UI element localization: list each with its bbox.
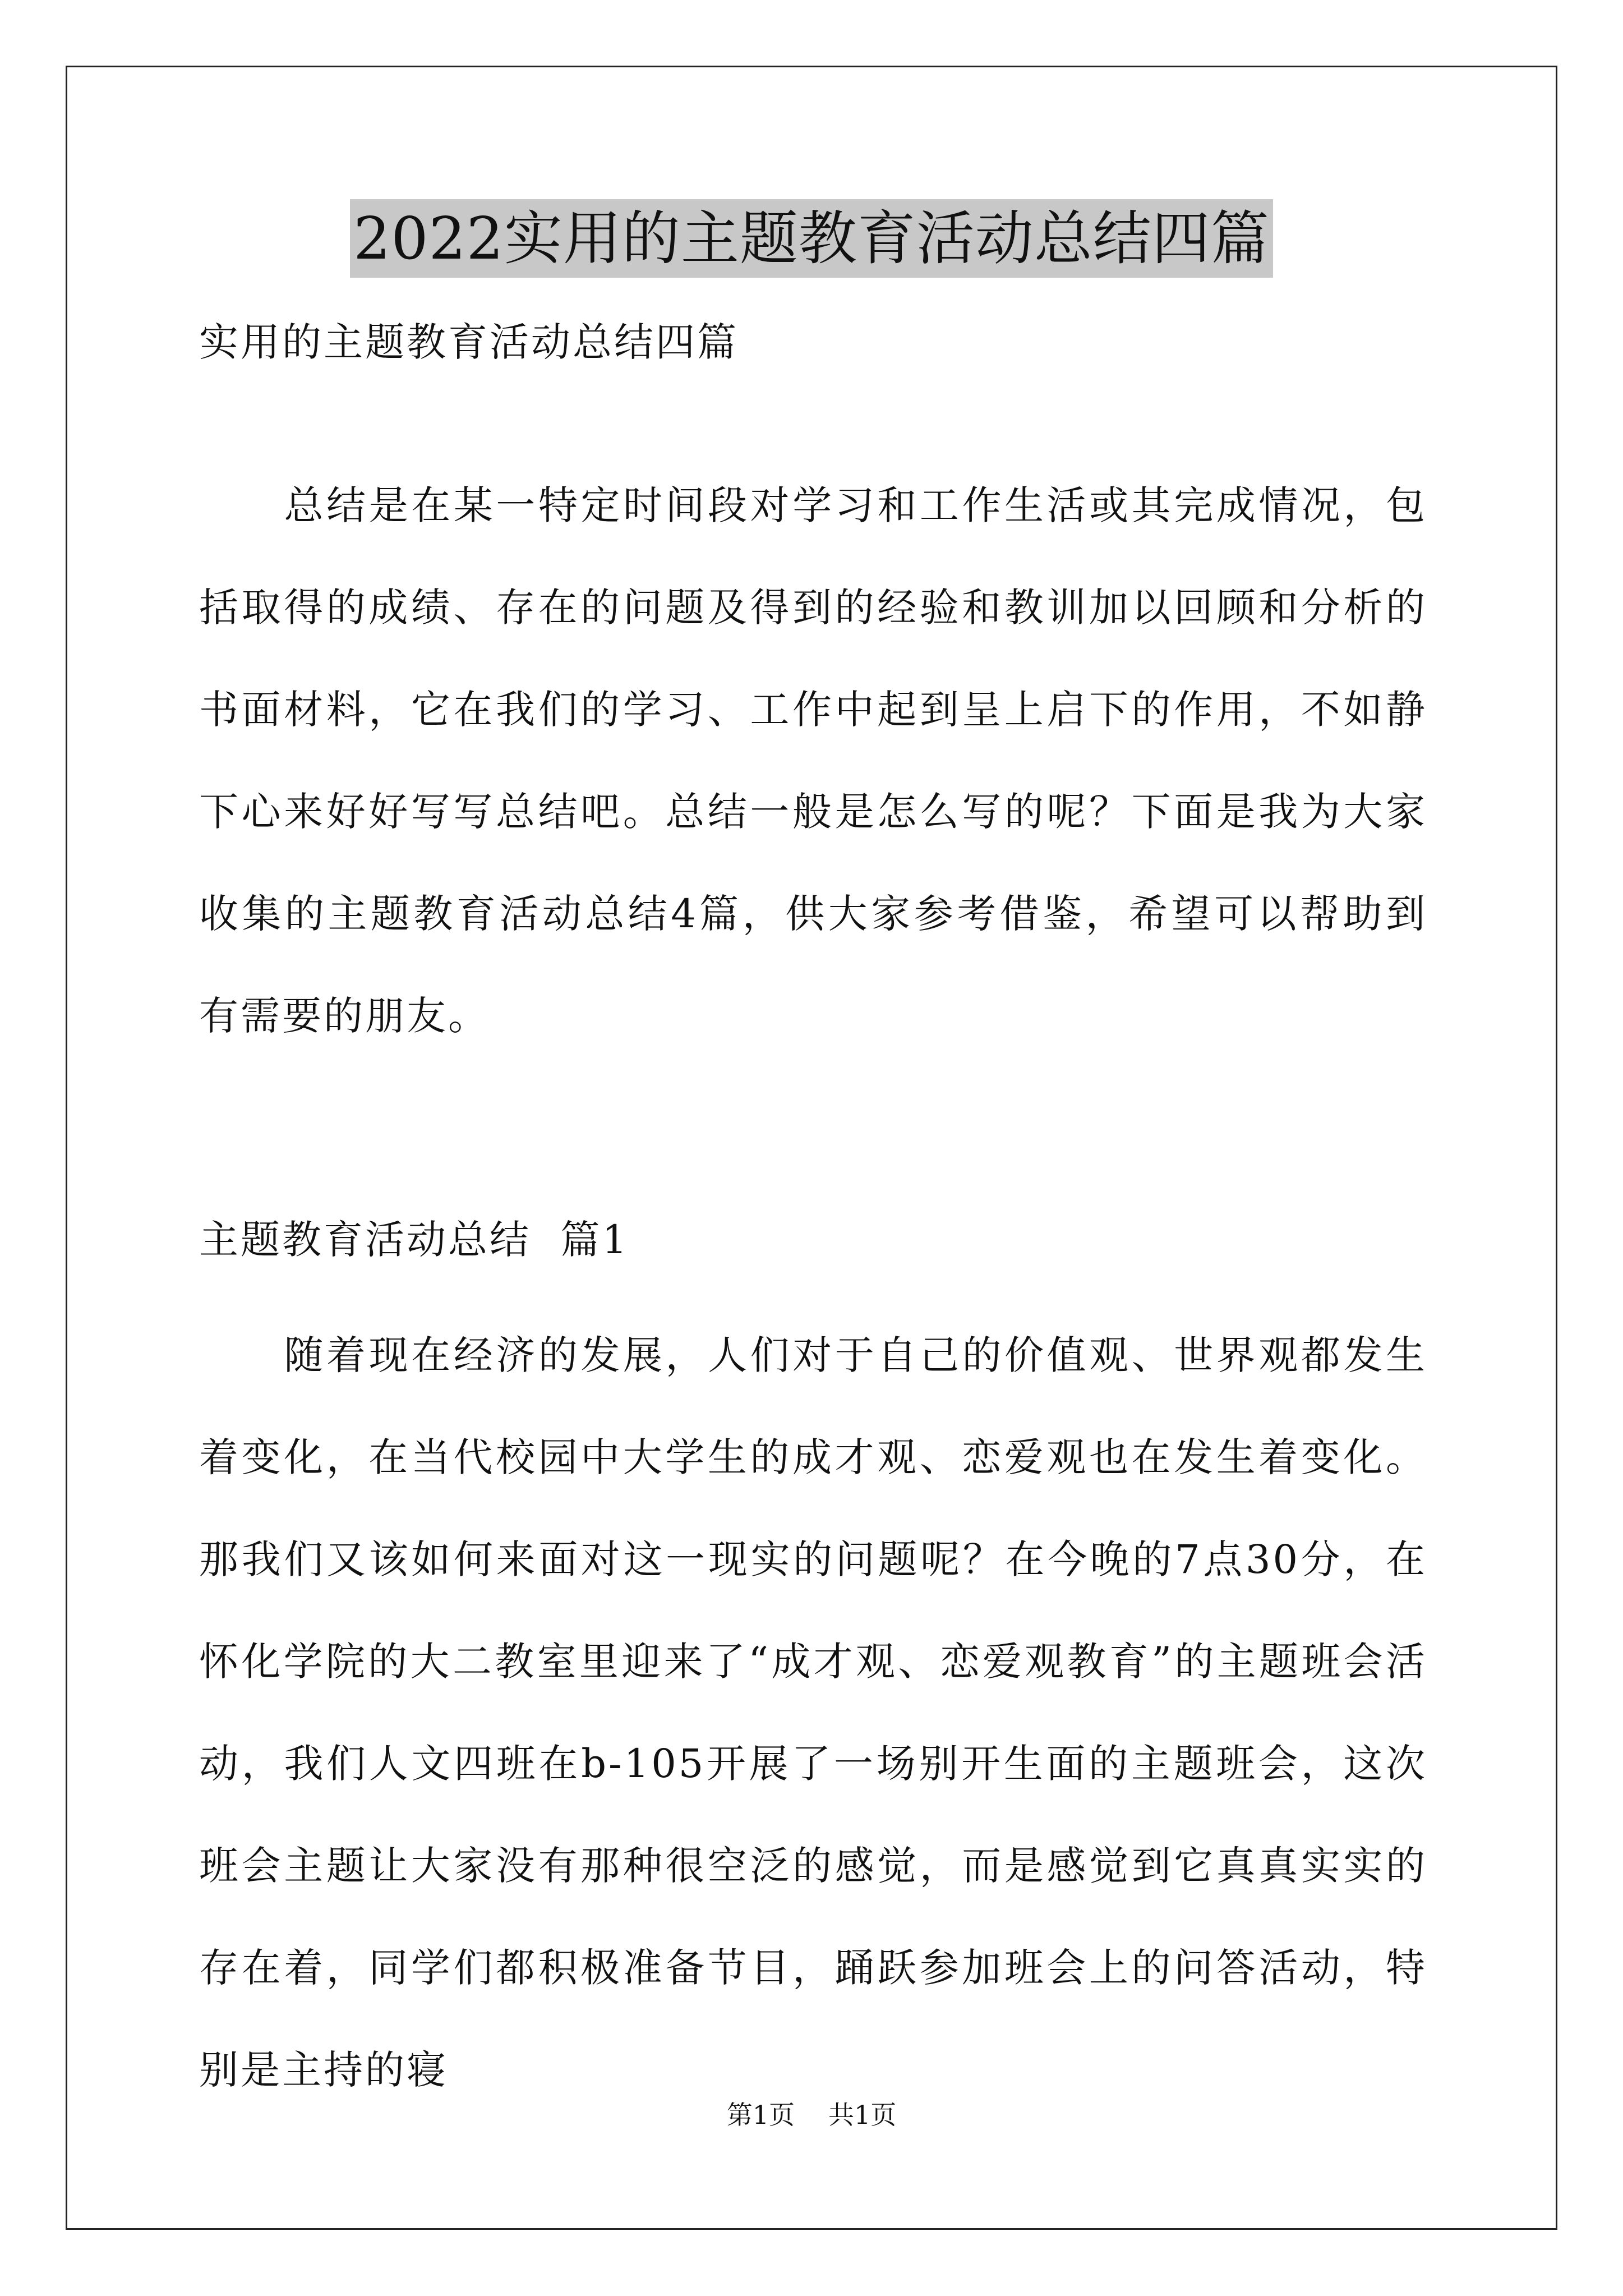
document-subtitle: 实用的主题教育活动总结四篇 <box>199 319 739 365</box>
page-footer <box>0 2098 1623 2132</box>
section-paragraph <box>199 1304 1427 2121</box>
section-heading: 主题教育活动总结 篇1 <box>199 1217 630 1263</box>
page-number-current: 第1页 <box>726 2100 795 2130</box>
section-paragraph-text: 随着现在经济的发展，人们对于自己的价值观、世界观都发生着变化，在当代校园中大学生的成才观、恋爱观也在发生着变化。那我们又该如何来面对这一现实的问题呢？在今晚的7点30分，在怀化学院的大二教室里迎来了“成才观、恋爱观教育”的主题班会活动，我们人文四班在b-105开展了一场别开生面的主题班会，这次班会主题让大家没有那种很空泛的感觉，而是感觉到它真真实实的存在着，同学们都积极准备节目，踊跃参加班会上的问答活动，特别是主持的寝 <box>199 1332 1427 2093</box>
document-title: 2022实用的主题教育活动总结四篇 <box>350 199 1273 278</box>
page-number-total: 共1页 <box>828 2100 897 2130</box>
intro-paragraph <box>199 454 1427 1067</box>
intro-paragraph-text: 总结是在某一特定时间段对学习和工作生活或其完成情况，包括取得的成绩、存在的问题及得到的经验和教训加以回顾和分析的书面材料，它在我们的学习、工作中起到呈上启下的作用，不如静下心来好好写写总结吧。总结一般是怎么写的呢？下面是我为大家收集的主题教育活动总结4篇，供大家参考借鉴，希望可以帮助到有需要的朋友。 <box>199 482 1427 1039</box>
title-container <box>0 199 1623 278</box>
